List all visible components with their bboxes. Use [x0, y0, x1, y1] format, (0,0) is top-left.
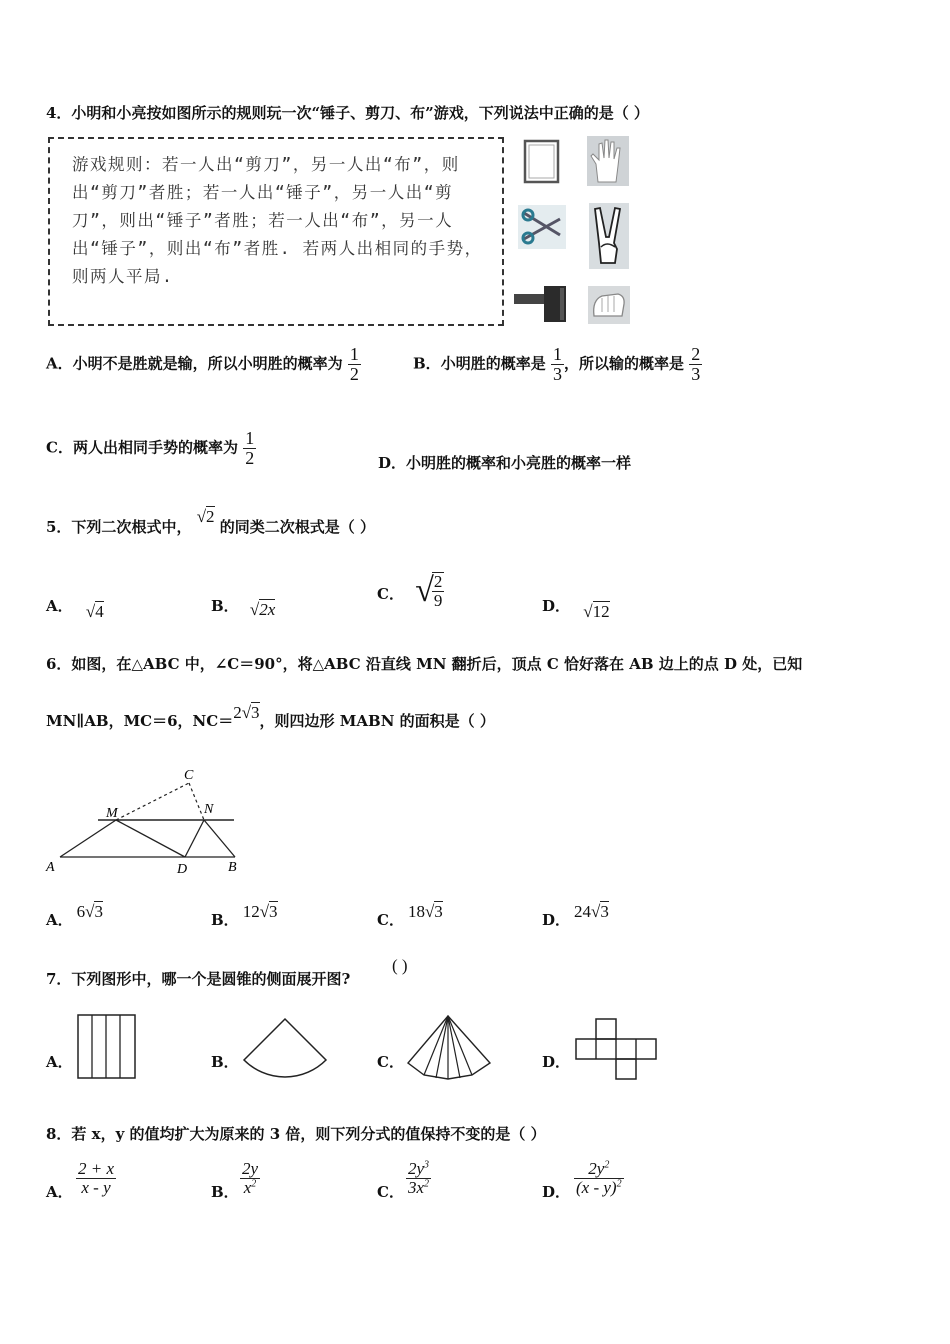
scissors-icon: [518, 205, 566, 249]
paper-sheet-icon: [522, 138, 562, 186]
q5-option-d-radical: √12: [583, 602, 610, 621]
q5-option-c-fraction: $\frac{2}{9}$: [433, 572, 443, 610]
fist-icon: [588, 286, 630, 324]
label-a: A: [46, 860, 55, 875]
q6-option-d: D． 24√3: [542, 902, 609, 929]
q4-option-c-fraction: $\frac{1}{2}$: [245, 428, 255, 468]
q7-option-b-sector-figure: [240, 1016, 330, 1080]
q5-option-a: A． √4: [46, 597, 104, 621]
q7-option-a-rectangle-figure: [76, 1013, 138, 1081]
q7-paren: ( ): [392, 956, 408, 975]
q5-option-a-radical: √4: [85, 602, 104, 621]
q7-option-d-cube-net-figure: [574, 1017, 660, 1081]
label-m: M: [106, 806, 118, 821]
q7-option-c-label: C．: [377, 1053, 404, 1071]
hammer-icon: [514, 286, 570, 326]
q5-option-b-radical: √2x: [249, 600, 276, 619]
q6-triangle-figure: [42, 765, 242, 880]
q4-option-b-fraction-2: $\frac{2}{3}$: [691, 344, 701, 384]
label-n: N: [204, 802, 214, 817]
q6-line-2: MN∥AB，MC＝6，NC＝2√3，则四边形 MABN 的面积是（ ）: [46, 703, 495, 730]
q4-option-a-fraction: $\frac{1}{2}$: [349, 344, 359, 384]
q4-rules-text: 游戏规则：若一人出“剪刀”，另一人出“布”，则出“剪刀”者胜；若一人出“锤子”，另一人出“剪刀”，则出“锤子”者胜；若一人出“布”，另一人出“锤子”，则出“布”者胜. 若两人出相同的手势，则两人平局.: [72, 155, 483, 286]
q7-option-b-label: B．: [211, 1053, 239, 1071]
q7-option-a-label: A．: [46, 1053, 73, 1071]
q4-option-c: C．两人出相同手势的概率为 $\frac{1}{2}$: [46, 428, 255, 468]
q8-option-c-label: C．: [377, 1183, 404, 1201]
label-c: C: [184, 768, 194, 783]
victory-hand-icon: [589, 203, 629, 269]
q6-option-a: A． 6√3: [46, 902, 103, 929]
q7-option-c-fan-figure: [404, 1013, 496, 1081]
q5-option-b: B． √2x: [211, 597, 276, 619]
q8-option-c-fraction: $\frac{2y^3}{3x^2}$: [408, 1159, 430, 1197]
q4-rules-box: [48, 137, 504, 326]
q6-option-c: C． 18√3: [377, 902, 443, 929]
q8-option-b-fraction: $\frac{2y}{x^2}$: [242, 1159, 259, 1197]
q8-option-b-label: B．: [211, 1183, 239, 1201]
label-b: B: [228, 860, 237, 875]
q8-option-a-fraction: $\frac{2 + x}{x - y}$: [78, 1159, 115, 1197]
q6-option-b: B． 12√3: [211, 902, 278, 929]
q7-option-d-label: D．: [542, 1053, 571, 1071]
q5-option-c: C． √ $\frac{2}{9}$: [377, 572, 443, 610]
q4-option-a: A．小明不是胜就是输，所以小明胜的概率为 $\frac{1}{2}$: [46, 344, 359, 384]
q5-option-d: D． √12: [542, 597, 610, 621]
q8-option-d-fraction: $\frac{2y^2}{(x - y)^2}$: [576, 1159, 622, 1197]
q4-stem: 4．小明和小亮按如图所示的规则玩一次“锤子、剪刀、布”游戏，下列说法中正确的是（ ）: [46, 104, 649, 122]
q5-stem: 5．下列二次根式中， √2 的同类二次根式是（ ）: [46, 507, 375, 536]
q8-option-d-label: D．: [542, 1183, 571, 1201]
q5-option-c-radical-sign: √: [415, 572, 434, 609]
q4-option-d: D．小明胜的概率和小亮胜的概率一样: [378, 454, 632, 472]
open-hand-icon: [587, 136, 629, 186]
q6-line-1: 6．如图，在△ABC 中，∠C＝90°，将△ABC 沿直线 MN 翻折后，顶点 C 恰好落在 AB 边上的点 D 处，已知: [46, 655, 803, 673]
q4-option-b: B．小明胜的概率是 $\frac{1}{3}$ ，所以输的概率是 $\frac{2}{3}$: [413, 344, 701, 384]
q4-option-b-fraction-1: $\frac{1}{3}$: [552, 344, 562, 384]
q7-stem: 7．下列图形中，哪一个是圆锥的侧面展开图?: [46, 970, 351, 988]
label-d: D: [177, 862, 188, 877]
q8-stem: 8．若 x，y 的值均扩大为原来的 3 倍，则下列分式的值保持不变的是（ ）: [46, 1125, 546, 1143]
q5-stem-radical: √2: [196, 507, 215, 526]
q8-option-a-label: A．: [46, 1183, 73, 1201]
q6-nc-value: 2√3: [233, 703, 260, 722]
